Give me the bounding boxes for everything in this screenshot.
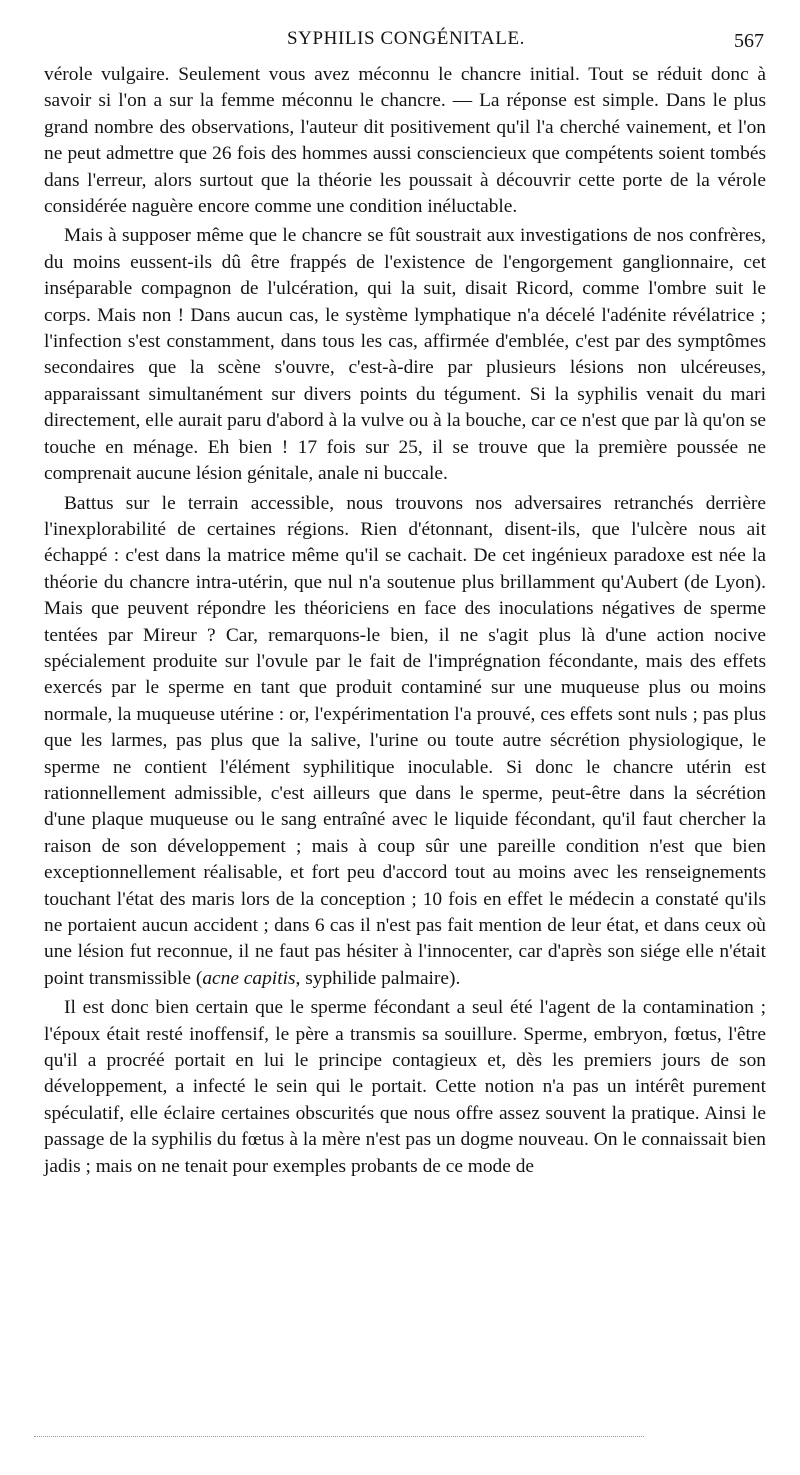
paragraph-2: Mais à supposer même que le chancre se fût soustrait aux investigations de nos confrères, du moins eussent-ils dû être frappés de l'existence de l'engorgement ganglionnaire, cet inséparable compagnon de l'ulcération, qui la suit, disait Ricord, comme l'ombre suit le corps. Mais non ! Dans aucun cas, le système lymphatique n'a décelé l'adénite révélatrice ; l'infection s'est constamment, dans tous les cas, affirmée d'emblée, c'est par des symptômes secondaires que la scène s'ouvre, c'est-à-dire par plusieurs lésions non ulcéreuses, apparaissant simultanément sur divers points du tégument. Si la syphilis venait du mari directement, elle aurait paru d'abord à la vulve ou à la bouche, car ce n'est que par là qu'on se touche en ménage. Eh bien ! 17 fois sur 25, il se trouve que la première poussée ne comprenait aucune lésion génitale, anale ni buccale. bbox=[44, 225, 766, 485]
page-header bbox=[44, 28, 768, 58]
paragraph-4: Il est donc bien certain que le sperme fécondant a seul été l'agent de la contamination ; l'époux était resté inoffensif, le père a transmis sa souillure. Sperme, embryon, fœtus, l'être qu'il a procréé portait en lui le principe contagieux et, dès les premiers jours de son développement, a infecté le sein qui le portait. Cette notion n'a pas un intérêt purement spéculatif, elle éclaire certaines obscurités que nous offre assez souvent la pratique. Ainsi le passage de la syphilis du fœtus à la mère n'est pas un dogme nouveau. On le connaissait bien jadis ; mais on ne tenait pour exemples probants de ce mode de bbox=[44, 997, 766, 1177]
page-number: 567 bbox=[734, 30, 764, 52]
paragraph-3-text: Battus sur le terrain accessible, nous trouvons nos adversaires retranchés derrière l'inexplorabilité de certaines régions. Rien d'étonnant, disent-ils, que l'ulcère nous ait échappé : c'est dans la matrice même qu'il se cachait. De cet ingénieux paradoxe est née la théorie du chancre intra-utérin, que nul n'a soutenue plus brillamment qu'Aubert (de Lyon). Mais que peuvent répondre les théoriciens en face des inoculations négatives de sperme tentées par Mireur ? Car, remarquons-le bien, il ne s'agit plus là d'une action nocive spécialement produite sur l'ovule par le fait de l'imprégnation fécondante, mais des effets exercés par le sperme en tant que produit contaminé sur une muqueuse plus ou moins normale, la muqueuse utérine : or, l'expérimentation l'a prouvé, ces effets sont nuls ; pas plus que les larmes, pas plus que la salive, l'urine ou toute autre sécrétion physiologique, le sperme ne contient l'élément syphilitique inoculable. Si donc le chancre utérin est rationnellement admissible, c'est ailleurs que dans le sperme, peut-être dans la sécrétion d'une plaque muqueuse ou le sang entraîné avec le liquide fécondant, qu'il faut chercher la raison de son développement ; mais à coup sûr une pareille condition n'est que bien exceptionnellement réalisable, et fort peu d'accord tout au moins avec les renseignements touchant l'état des maris lors de la conception ; 10 fois en effet le médecin a constaté qu'ils ne portaient aucun accident ; dans 6 cas il n'est pas fait mention de leur état, et dans ceux où une lésion fut reconnue, il ne faut pas hésiter à l'innocenter, car d'après son siége elle n'était point transmissible ( bbox=[44, 492, 766, 989]
running-title: SYPHILIS CONGÉNITALE. bbox=[286, 28, 525, 49]
paragraph-3-end: , syphilide palmaire). bbox=[295, 967, 461, 989]
paragraph-1: vérole vulgaire. Seulement vous avez méconnu le chancre initial. Tout se réduit donc à savoir si l'on a sur la femme méconnu le chancre. — La réponse est simple. Dans le plus grand nombre des observations, l'auteur dit positivement qu'il l'a cherché vainement, et l'on ne peut admettre que 26 fois des hommes aussi consciencieux que compétents soient tombés dans l'erreur, alors surtout que la théorie les poussait à découvrir cette porte de la vérole considérée naguère encore comme une condition inéluctable. bbox=[44, 64, 766, 218]
body-text bbox=[44, 62, 766, 1180]
paragraph-3-italic-term: acne capitis bbox=[202, 967, 296, 989]
footer-dotted-rule bbox=[34, 1436, 644, 1437]
paragraph-3 bbox=[44, 491, 766, 993]
